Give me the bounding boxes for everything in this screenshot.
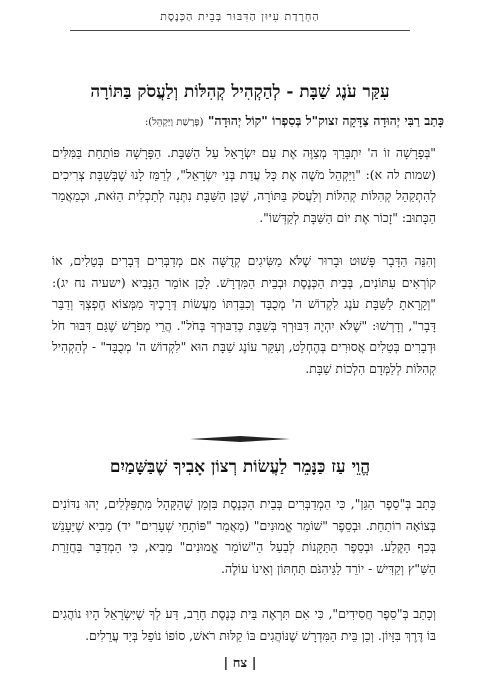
paragraph: וְכָתַב בְּ"סֵפֶר חֲסִידִים", כִּי אִם תִּרְאֶה בֵּית כְּנֶסֶת חָרֵב, דַּע לְךָ שֶׁיִּשְׂרָאֵל הָיוּ נוֹהֲגִים בּוֹ דֶּרֶךְ בִּזָּיוֹן. וְכֵן בֵּית הַמִּדְרָשׁ שֶׁנּוֹהֲגִים בּוֹ קַלּוּת רֹאשׁ, סוֹפוֹ נוֹפֵל בְּיַד עֲרֵלִים. bbox=[52, 606, 436, 643]
page-number: | צח | bbox=[223, 656, 257, 671]
paragraph: "בְּפָרָשָׁה זוֹ ה' יִתְבָּרַךְ מְצַוֶּה אֶת עַם יִשְׂרָאֵל עַל הַשַּׁבָּת. הַפָּרָשָׁה פּוֹתַחַת בַּמִּלִּים (שמות לה א): "וַיַּקְהֵל מֹשֶׁה אֶת כָּל עֲדַת בְּנֵי יִשְׂרָאֵל", לְרַמֵּז לָנוּ שֶׁבְּשַׁבָּת צְרִיכִים לְהִתְקַהֵל קְהִלּוֹת קְהִלּוֹת וְלַעֲסֹק בַּתּוֹרָה, שֶׁכֵּן הַשַּׁבָּת נִתְּנָה לְתַכְלִית הַזֹּאת, וּכְמַאֲמַר הַכָּתוּב: "זָכוֹר אֶת יוֹם הַשַּׁבָּת לְקַדְּשׁוֹ". bbox=[52, 145, 436, 225]
ornamental-divider bbox=[190, 436, 290, 442]
section-title: הֱוֵי עַז כַּנָּמֵר לַעֲשׂוֹת רְצוֹן אָבִיךָ שֶׁבַּשָּׁמַיִם bbox=[109, 457, 371, 477]
source-attribution-text: כָּתַב רַבִּי יְהוּדָה צַדָּקָה זצוק"ל בְּסִפְרוֹ "קוֹל יְהוּדָה" bbox=[207, 113, 444, 128]
source-reference: (פָּרָשַׁת וַיַּקְהֵל): bbox=[144, 117, 204, 128]
header-rule bbox=[70, 30, 410, 31]
running-header: הַחְרָדַת עִיּוּן הַדִּבּוּר בְּבֵית הַכְּנֶסֶת bbox=[160, 10, 320, 23]
paragraph: וְהִנֵּה הַדָּבָר פָּשׁוּט וּבָרוּר שֶׁלֹּא מַשִּׂיגִים קְדֻשָּׁה אִם מְדַבְּרִים דְּבָרִים בְּטֵלִים, אוֹ קוֹרְאִים עִתּוֹנִים, בְּבֵית הַכְּנֶסֶת וּבְבֵית הַמִּדְרָשׁ. לָכֵן אוֹמֵר הַנָּבִיא (ישעיה נח יג): "וְקָרָאתָ לַשַּׁבָּת עֹנֶג לִקְדוֹשׁ ה' מְכֻבָּד וְכִבַּדְתּוֹ מֵעֲשׂוֹת דְּרָכֶיךָ מִמְּצוֹא חֶפְצְךָ וְדַבֵּר דָּבָר", וְדָרְשׁוּ: "שֶׁלֹּא יִהְיֶה דִּבּוּרְךָ בְּשַׁבָּת כְּדִבּוּרְךָ בְּחֹל". הֲרֵי מְפֹרָשׁ שֶׁגַּם דִּבּוּר חֹל וּדְבָרִים בְּטֵלִים אֲסוּרִים בְּהֶחְלֵט, וְעִקַּר עוֹנֶג שַׁבָּת הוּא "לִקְדוֹשׁ ה' מְכֻבָּד" - לְהַקְהִיל קְהִלּוֹת לְלַמְּדָם הִלְכוֹת שַׁבָּת. bbox=[52, 253, 436, 376]
source-attribution bbox=[36, 113, 444, 129]
section-title: עִקַּר עֹנֶג שַׁבָּת - לְהַקְהִיל קְהִלּוֹת וְלַעֲסֹק בַּתּוֹרָה bbox=[90, 82, 390, 102]
paragraph: כָּתַב בְּ"סֵפֶר הַגַּן", כִּי הַמְדַבְּרִים בְּבֵית הַכְּנֶסֶת בִּזְמַן שֶׁהַקָּהָל מִתְפַּלְּלִים, יְהוּ נִדּוֹנִים בְּצוֹאָה רוֹתַחַת. וּבְסֵפֶר "שׁוֹמֵר אֱמוּנִים" (מַאֲמַר "פּוֹתְחֵי שְׁעָרִים" יד) מֵבִיא שֶׁיֵּעָנֵשׁ בְּכַף הַקֶּלַע. וּבְסֵפֶר הַתַּקָּנוֹת לְבַעַל הַ"שׁוֹמֵר אֱמוּנִים" מֵבִיא, כִּי הַמְדַבֵּר בַּחֲזָרַת הַשַּׁ"ץ וְקַדִּישׁ - יוֹרֵד לַגֵּיהִנֹּם תַּחְתּוֹן וְאֵינוֹ עוֹלֶה. bbox=[52, 496, 436, 576]
